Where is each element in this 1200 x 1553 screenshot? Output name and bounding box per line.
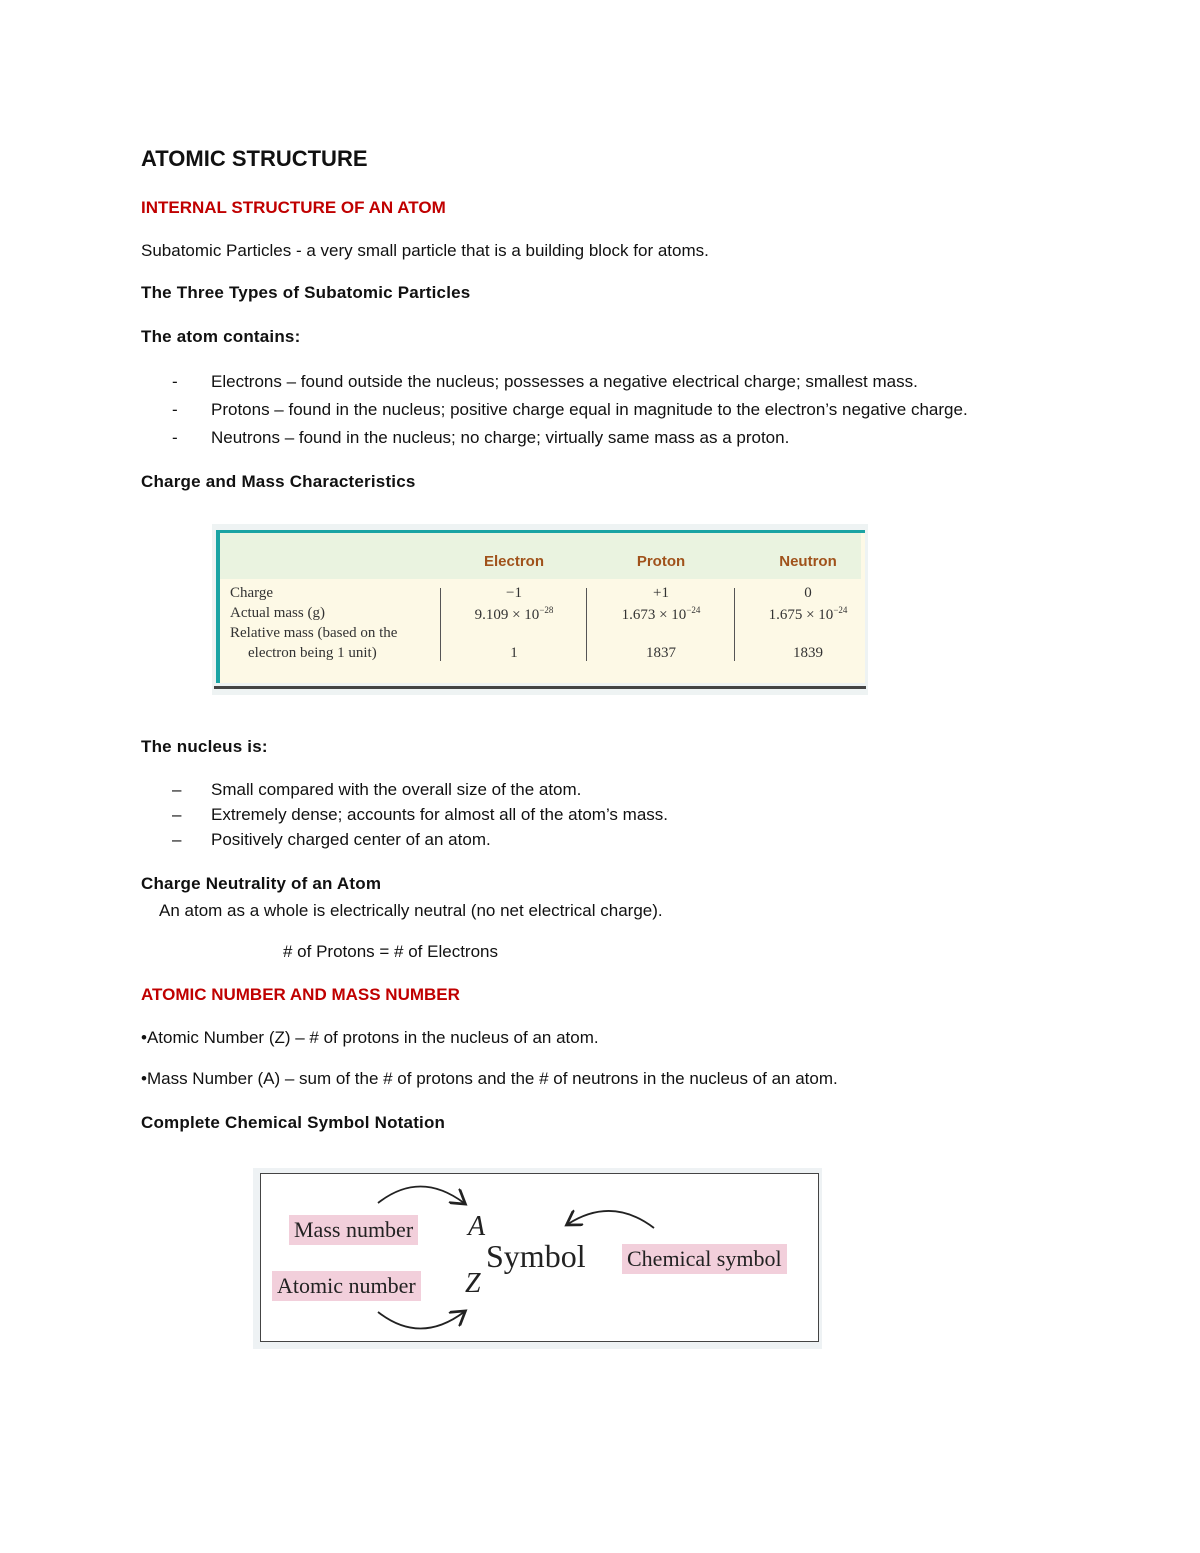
arrow-atomic-to-z bbox=[378, 1312, 464, 1329]
row-label-relative-mass-cont: electron being 1 unit) bbox=[248, 645, 377, 661]
bullet-marker: – bbox=[172, 830, 182, 849]
list-item: Positively charged center of an atom. bbox=[211, 830, 491, 849]
neutrality-text: An atom as a whole is electrically neutral (no net electrical charge). bbox=[159, 901, 663, 920]
list-item: Small compared with the overall size of the atom. bbox=[211, 780, 582, 799]
atom-contains-heading: The atom contains: bbox=[141, 327, 301, 346]
section-heading-atomic-mass-number: ATOMIC NUMBER AND MASS NUMBER bbox=[141, 985, 460, 1004]
mass-exponent: −24 bbox=[833, 605, 848, 615]
neutrality-equation: # of Protons = # of Electrons bbox=[283, 942, 498, 961]
cell-proton-charge: +1 bbox=[653, 585, 669, 601]
atomic-number-label: Atomic number bbox=[272, 1271, 421, 1301]
cell-neutron-charge: 0 bbox=[804, 585, 812, 601]
list-item-neutrons: Neutrons – found in the nucleus; no charge; virtually same mass as a proton. bbox=[211, 428, 790, 447]
row-label-relative-mass: Relative mass (based on the bbox=[230, 625, 398, 641]
element-symbol-text: Symbol bbox=[486, 1238, 586, 1274]
table-header-neutron: Neutron bbox=[779, 553, 837, 570]
cell-neutron-relative: 1839 bbox=[793, 645, 823, 661]
list-item-electrons: Electrons – found outside the nucleus; possesses a negative electrical charge; smallest mass. bbox=[211, 372, 918, 391]
bullet-marker: – bbox=[172, 805, 182, 824]
atomic-number-symbol-z: Z bbox=[465, 1268, 481, 1299]
mass-base: 1.673 × 10 bbox=[621, 607, 687, 623]
mass-number-definition: •Mass Number (A) – sum of the # of protons and the # of neutrons in the nucleus of an atom. bbox=[141, 1069, 838, 1088]
row-label-charge: Charge bbox=[230, 585, 274, 601]
cell-proton-relative: 1837 bbox=[646, 645, 676, 661]
table-header-proton: Proton bbox=[636, 553, 686, 570]
list-item: Extremely dense; accounts for almost all of the atom’s mass. bbox=[211, 805, 668, 824]
cell-electron-charge: −1 bbox=[506, 585, 522, 601]
cell-electron-relative: 1 bbox=[510, 645, 518, 661]
row-label-actual-mass: Actual mass (g) bbox=[230, 605, 325, 621]
subatomic-definition: Subatomic Particles - a very small particle that is a building block for atoms. bbox=[141, 241, 709, 260]
bullet-marker: – bbox=[172, 780, 182, 799]
page-title: ATOMIC STRUCTURE bbox=[141, 146, 368, 171]
atomic-number-definition: •Atomic Number (Z) – # of protons in the nucleus of an atom. bbox=[141, 1028, 599, 1047]
charge-mass-heading: Charge and Mass Characteristics bbox=[141, 472, 416, 491]
notation-heading: Complete Chemical Symbol Notation bbox=[141, 1113, 446, 1132]
bullet-marker: - bbox=[172, 372, 178, 391]
mass-base: 9.109 × 10 bbox=[474, 607, 540, 623]
mass-number-label: Mass number bbox=[289, 1215, 418, 1245]
neutrality-heading: Charge Neutrality of an Atom bbox=[141, 874, 382, 893]
bullet-marker: - bbox=[172, 428, 178, 447]
nucleus-heading: The nucleus is: bbox=[141, 737, 268, 756]
mass-exponent: −24 bbox=[686, 605, 701, 615]
table-header-electron: Electron bbox=[483, 553, 544, 570]
chemical-symbol-label: Chemical symbol bbox=[622, 1244, 787, 1274]
section-heading-internal-structure: INTERNAL STRUCTURE OF AN ATOM bbox=[141, 198, 446, 217]
three-types-heading: The Three Types of Subatomic Particles bbox=[141, 283, 471, 302]
mass-number-symbol-a: A bbox=[468, 1211, 486, 1242]
list-item-protons: Protons – found in the nucleus; positive charge equal in magnitude to the electron’s negative charge. bbox=[211, 400, 968, 419]
arrow-mass-to-a bbox=[378, 1187, 464, 1204]
mass-base: 1.675 × 10 bbox=[768, 607, 834, 623]
mass-exponent: −28 bbox=[539, 605, 554, 615]
arrow-chemical-to-symbol bbox=[568, 1211, 654, 1228]
bullet-marker: - bbox=[172, 400, 178, 419]
